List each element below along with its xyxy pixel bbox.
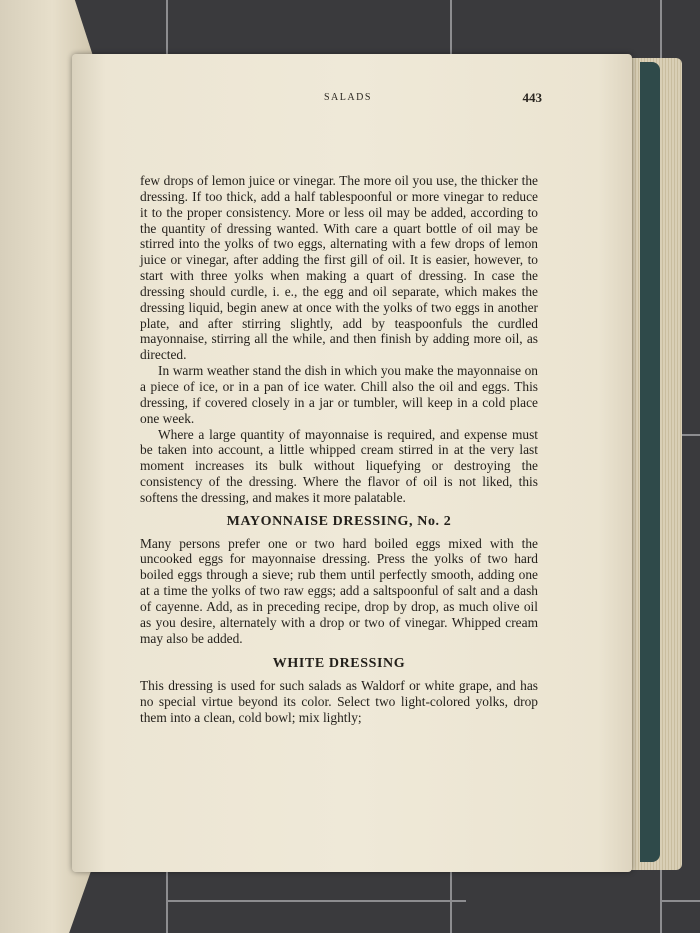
mat-gridline — [166, 900, 466, 902]
mat-gridline — [660, 900, 700, 902]
section-heading: MAYONNAISE DRESSING, No. 2 — [226, 513, 452, 529]
paragraph: Where a large quantity of mayonnaise is required, and expense must be taken into account, a little whipped cream stirred in at the very last moment increases its bulk without liquefying or destroying the consistency of the dressing. Where the flavor of oil is not liked, this softens the dressing, and makes it more palatable. — [140, 426, 538, 505]
book-cover — [640, 62, 660, 862]
paragraph: In warm weather stand the dish in which you make the mayonnaise on a piece of ice, or in a pan of ice water. Chill also the oil and eggs. This dressing, if covered closely in a jar or tumbler, will keep in a cold place one week. — [140, 363, 538, 426]
running-head: SALADS — [324, 92, 372, 103]
page-body — [140, 173, 538, 726]
mat-gridline — [166, 0, 168, 60]
paragraph: This dressing is used for such salads as Waldorf or white grape, and has no special virtue beyond its color. Select two light-colored yolks, drop them into a clean, cold bowl; mix lightly; — [140, 678, 538, 725]
mat-gridline — [450, 0, 452, 60]
page-number: 443 — [522, 90, 542, 105]
page-header — [140, 92, 542, 112]
section-heading: WHITE DRESSING — [272, 656, 406, 672]
paragraph: Many persons prefer one or two hard boiled eggs mixed with the uncooked eggs for mayonnaise dressing. Press the yolks of two hard boiled eggs through a sieve; rub them until perfectly smooth, adding one at a time the yolks of two raw eggs; add a saltspoonful of salt and a dash of cayenne. Add, as in preceding recipe, drop by drop, as much olive oil as you desire, alternately with a drop or two of vinegar. Whipped cream may also be added. — [140, 535, 538, 646]
paragraph: few drops of lemon juice or vinegar. The more oil you use, the thicker the dressing. If too thick, add a half tablespoonful or more vinegar to reduce it to the proper consistency. More or less oil may be added, according to the quantity of dressing wanted. With care a quart bottle of oil may be stirred into the yolks of two eggs, alternating with a few drops of lemon juice or vinegar, after adding the first gill of oil. It is easier, however, to start with three yolks when making a quart of dressing. In case the dressing should curdle, i. e., the egg and oil separate, which makes the dressing liquid, begin anew at once with the yolks of two eggs in another plate, and after stirring slightly, add by teaspoonfuls the curdled mayonnaise, stirring all the while, and then finish by adding more oil, as directed. — [140, 173, 538, 363]
